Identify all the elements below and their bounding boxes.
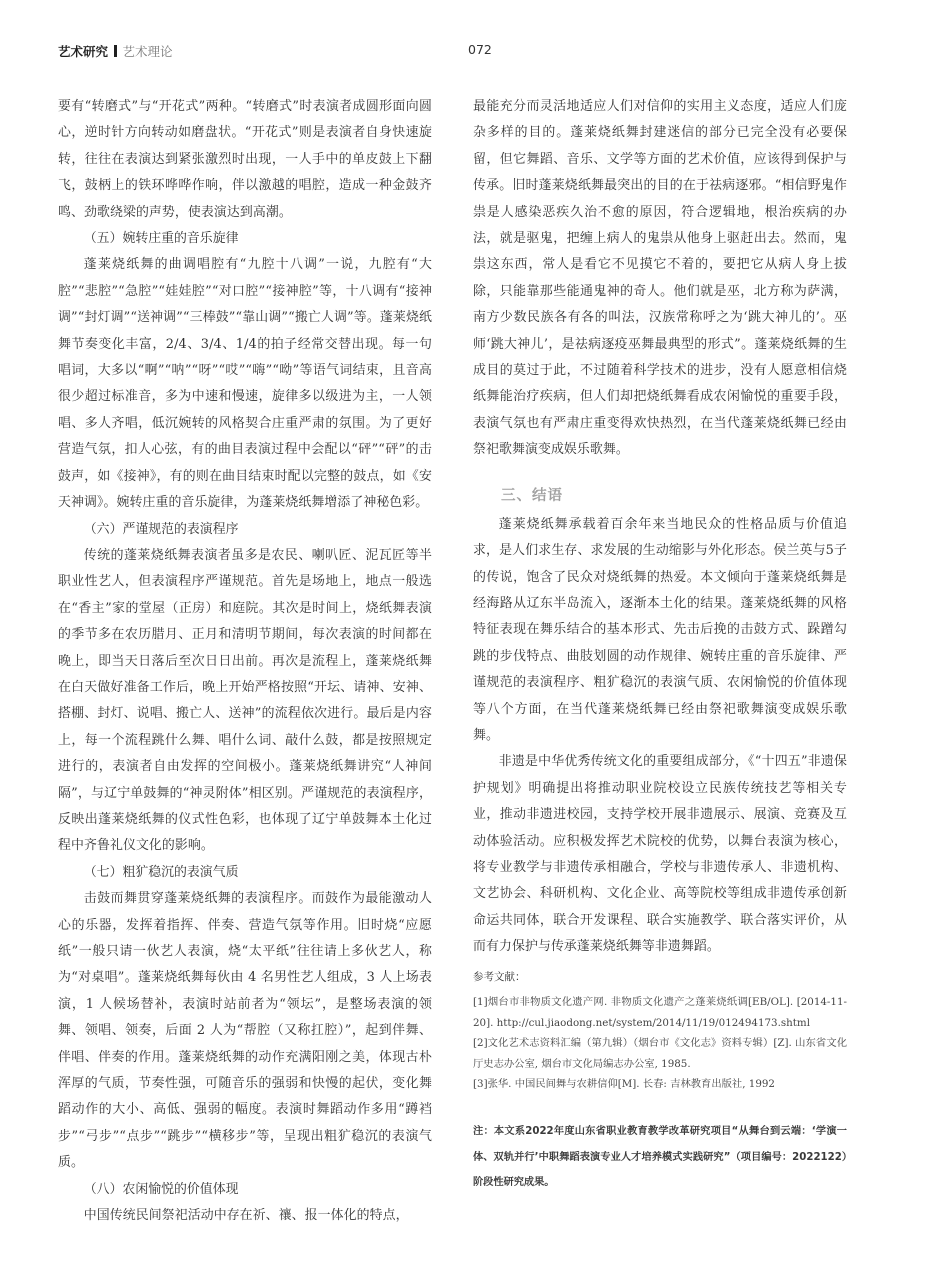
body-paragraph: 传统的蓬莱烧纸舞表演者虽多是农民、喇叭匠、泥瓦匠等半职业性艺人，但表演程序严谨规范。首先是场地上，地点一般选在“香主”家的堂屋（正房）和庭院。其次是时间上，烧纸舞表演的季节多在农历腊月、正月和清明节期间，每次表演的时间都在晚上，即当天日落后至次日日出前。再次是流程上，蓬莱烧纸舞在白天做好准备工作后，晚上开始严格按照“开坛、请神、安神、搭棚、封灯、说唱、搬亡人、送神”的流程依次进行。最后是内容上，每一个流程跳什么舞、唱什么词、敲什么鼓，都是按照规定进行的，表演者自由发挥的空间极小。蓬莱烧纸舞讲究“人神间隔”，与辽宁单鼓舞的“神灵附体”相区别。严谨规范的表演程序，反映出蓬莱烧纸舞的仪式性色彩，也体现了辽宁单鼓舞本土化过程中齐鲁礼仪文化的影响。 <box>58 547 432 854</box>
page-number: 072 <box>468 42 492 57</box>
section-heading: 三、结语 <box>501 487 563 504</box>
funding-note: 注：本文系2022年度山东省职业教育教学改革研究项目“从舞台到云端：‘学演一体、双轨并行’中职舞蹈表演专业人才培养模式实践研究”（项目编号：2022122）阶段性研究成果。 <box>473 1126 847 1188</box>
body-paragraph: 蓬莱烧纸舞承载着百余年来当地民众的性格品质与价值追求，是人们求生存、求发展的生动缩影与外化形态。侯兰英与5子的传说，饱含了民众对烧纸舞的热爱。本文倾向于蓬莱烧纸舞是经海路从辽东半岛流入，逐渐本土化的结果。蓬莱烧纸舞的风格特征表现在舞乐结合的基本形式、先击后挽的击鼓方式、跺蹭勾跳的步伐特点、曲肢划圆的动作规律、婉转庄重的音乐旋律、严谨规范的表演程序、粗犷稳沉的表演气质、农闲愉悦的价值体现等八个方面，在当代蓬莱烧纸舞已经由祭祀歌舞演变成娱乐歌舞。 <box>473 516 847 743</box>
journal-name: 艺术研究 <box>58 44 109 59</box>
body-paragraph: 中国传统民间祭祀活动中存在祈、禳、报一体化的特点， <box>83 1208 409 1224</box>
reference-item: [3]张华. 中国民间舞与农耕信仰[M]. 长春: 吉林教育出版社, 1992 <box>473 1078 775 1090</box>
right-column <box>473 94 847 961</box>
body-paragraph: 最能充分而灵活地适应人们对信仰的实用主义态度，适应人们庞杂多样的目的。蓬莱烧纸舞封建迷信的部分已完全没有必要保留，但它舞蹈、音乐、文学等方面的艺术价值，应该得到保护与传承。旧时蓬莱烧纸舞最突出的目的在于祛病逐邪。“相信野鬼作祟是人感染恶疾久治不愈的原因，符合逻辑地，根治疾病的办法，就是驱鬼，把缠上病人的鬼祟从他身上驱赶出去。然而，鬼祟这东西，常人是看它不见摸它不着的，要把它从病人身上拔除，只能靠那些能通鬼神的奇人。他们就是巫，北方称为萨满，南方少数民族各有各的叫法，汉族常称呼之为‘跳大神儿的’。巫师‘跳大神儿’，是祛病逐疫巫舞最典型的形式”。蓬莱烧纸舞的生成目的莫过于此，不过随着科学技术的进步，没有人愿意相信烧纸舞能治疗疾病，但人们却把烧纸舞看成农闲愉悦的重要手段，表演气氛也有严肃庄重变得欢快热烈，在当代蓬莱烧纸舞已经由祭祀歌舞演变成娱乐歌舞。 <box>473 99 847 458</box>
body-paragraph: 要有“转磨式”与“开花式”两种。“转磨式”时表演者成圆形面向圆心，逆时针方向转动如磨盘状。“开花式”则是表演者自身快速旋转，往往在表演达到紧张激烈时出现，一人手中的单皮鼓上下翻飞，鼓柄上的铁环哗哗作响，伴以激越的唱腔，造成一种金鼓齐鸣、劲歌绕梁的声势，使表演达到高潮。 <box>58 99 432 220</box>
reference-item: [2]文化艺术志资料汇编（第九辑）（烟台市《文化志》资料专辑）[Z]. 山东省文化厅史志办公室, 烟台市文化局编志办公室, 1985. <box>473 1037 847 1070</box>
subsection-heading: （七）粗犷稳沉的表演气质 <box>83 864 239 880</box>
subsection-heading: （六）严谨规范的表演程序 <box>83 521 239 537</box>
left-column <box>58 94 432 1229</box>
header-divider <box>114 45 117 57</box>
subsection-heading: （八）农闲愉悦的价值体现 <box>83 1181 239 1197</box>
body-paragraph: 非遗是中华优秀传统文化的重要组成部分，《“十四五”非遗保护规划》明确提出将推动职业院校设立民族传统技艺等相关专业，推动非遗进校园，支持学校开展非遗展示、展演、竞赛及互动体验活动。应积极发挥艺术院校的优势，以舞台表演为核心，将专业教学与非遗传承相融合，学校与非遗传承人、非遗机构、文艺协会、科研机构、文化企业、高等院校等组成非遗传承创新命运共同体，联合开发课程、联合实施教学、联合落实评价，从而有力保护与传承蓬莱烧纸舞等非遗舞蹈。 <box>473 754 847 955</box>
body-paragraph: 击鼓而舞贯穿蓬莱烧纸舞的表演程序。而鼓作为最能激动人心的乐器，发挥着指挥、伴奏、营造气氛等作用。旧时烧“应愿纸”一般只请一伙艺人表演，烧“太平纸”往往请上多伙艺人，称为“对桌唱”。蓬莱烧纸舞每伙由 4 名男性艺人组成，3 人上场表演，1 人候场替补，表演时站前者为“领坛”，是整场表演的领舞、领唱、领奏，后面 2 人为“帮腔（又称扛腔）”，起到伴舞、伴唱、伴奏的作用。蓬莱烧纸舞的动作充满阳刚之美，体现古朴浑厚的气质，节奏性强，可随音乐的强弱和快慢的起伏，变化舞蹈动作的大小、高低、强弱的幅度。表演时舞蹈动作多用“蹲裆步”“弓步”“点步”“跳步”“横移步”等，呈现出粗犷稳沉的表演气质。 <box>58 891 432 1171</box>
body-paragraph: 蓬莱烧纸舞的曲调唱腔有“九腔十八调”一说，九腔有“大腔”“悲腔”“急腔”“娃娃腔”“对口腔”“接神腔”等，十八调有“接神调”“封灯调”“送神调”“三棒鼓”“靠山调”“搬亡人调”等。蓬莱烧纸舞节奏变化丰富，2/4、3/4、1/4的拍子经常交替出现。每一句唱词，大多以“啊”“呐”“呀”“哎”“嗨”“呦”等语气词结束，且音高很少超过标准音，多为中速和慢速，旋律多以级进为主，一人领唱、多人齐唱，低沉婉转的风格契合庄重严肃的氛围。为了更好营造气氛，扣人心弦，有的曲目表演过程中会配以“砰”“砰”的击鼓声，如《接神》，有的则在曲目结束时配以完整的鼓点，如《安天神调》。婉转庄重的音乐旋律，为蓬莱烧纸舞增添了神秘色彩。 <box>58 257 432 511</box>
subsection-heading: （五）婉转庄重的音乐旋律 <box>83 231 239 247</box>
references-title: 参考文献： <box>473 971 526 983</box>
section-name: 艺术理论 <box>122 44 173 59</box>
reference-item: [1]烟台市非物质文化遗产网. 非物质文化遗产之蓬莱烧纸调[EB/OL]. [2014-11-20]. http://cul.jiaodong.net/system/2014/11/19/012494173.shtml <box>473 996 847 1029</box>
references <box>473 968 847 1095</box>
running-header <box>58 42 173 60</box>
